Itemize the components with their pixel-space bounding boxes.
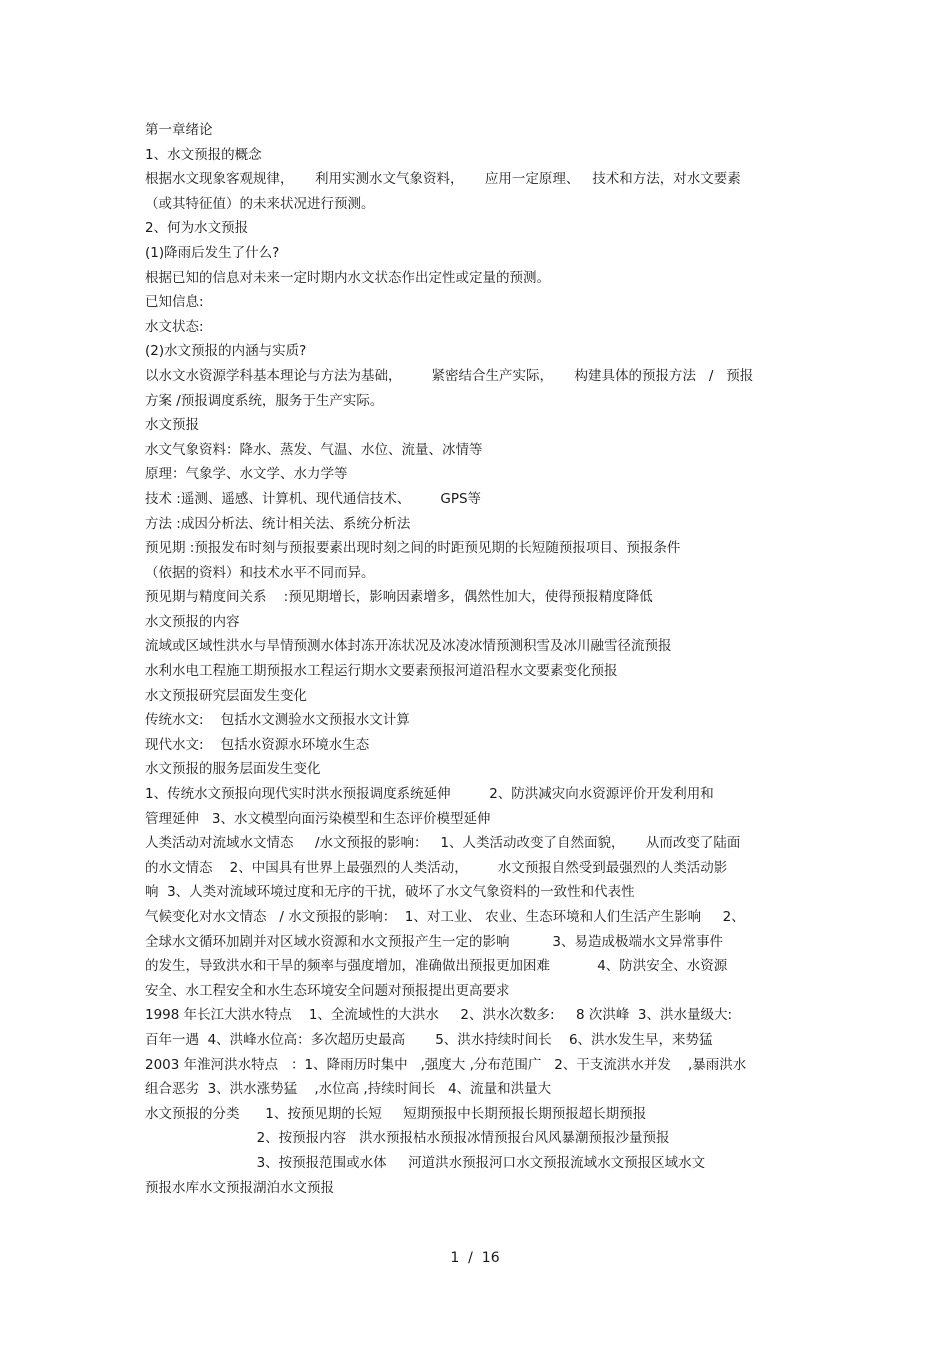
text-line: 3、按预报范围或水体 河道洪水预报河口水文预报流域水文预报区域水文 [145, 1154, 706, 1171]
text-line: 流域或区域性洪水与旱情预测水体封冻开冻状况及冰凌冰情预测积雪及冰川融雪径流预报 [145, 638, 672, 655]
text-line: 水文预报的服务层面发生变化 [145, 761, 321, 778]
text-line: 预报水库水文预报湖泊水文预报 [145, 1179, 334, 1196]
document-body [145, 118, 810, 1200]
text-line: 的水文情态 2、中国具有世界上最强烈的人类活动， 水文预报自然受到最强烈的人类活动影 [145, 859, 728, 876]
text-line: 1、水文预报的概念 [145, 146, 262, 163]
text-line: 原理：气象学、水文学、水力学等 [145, 466, 348, 483]
text-line: 2003 年淮河洪水特点 ：1、降雨历时集中 ,强度大 ,分布范围广 2、干支流洪水并发 ,暴雨洪水 [145, 1056, 747, 1073]
text-line: 以水文水资源学科基本理论与方法为基础， 紧密结合生产实际， 构建具体的预报方法 / 预报 [145, 367, 754, 384]
text-line: 管理延伸 3、水文模型向面污染模型和生态评价模型延伸 [145, 810, 491, 827]
text-line: 水利水电工程施工期预报水工程运行期水文要素预报河道沿程水文要素变化预报 [145, 663, 618, 680]
text-line: 根据已知的信息对未来一定时期内水文状态作出定性或定量的预测。 [145, 269, 550, 286]
text-line: （或其特征值）的未来状况进行预测。 [145, 195, 375, 212]
text-line: 安全、水工程安全和水生态环境安全问题对预报提出更高要求 [145, 982, 510, 999]
text-line: 水文预报 [145, 417, 199, 434]
text-line: 1、传统水文预报向现代实时洪水预报调度系统延伸 2、防洪减灾向水资源评价开发利用和 [145, 786, 714, 803]
page-number: 1 / 16 [450, 1250, 500, 1266]
text-line: 2、何为水文预报 [145, 220, 249, 237]
text-line: 第一章绪论 [145, 122, 213, 138]
text-line: (1)降雨后发生了什么? [145, 244, 280, 261]
text-line: 水文预报的内容 [145, 613, 240, 630]
text-line: 响 3、人类对流域环境过度和无序的干扰，破坏了水文气象资料的一致性和代表性 [145, 884, 635, 901]
text-line: 水文状态: [145, 318, 204, 335]
text-line: 现代水文: 包括水资源水环境水生态 [145, 736, 370, 753]
text-line: 2、按预报内容 洪水预报枯水预报冰情预报台风风暴潮预报沙量预报 [145, 1130, 670, 1147]
text-line: 人类活动对流域水文情态 /水文预报的影响： 1、人类活动改变了自然面貌， 从而改变了陆面 [145, 835, 741, 852]
text-line: 气候变化对水文情态 / 水文预报的影响： 1、对工业、 农业、生态环境和人们生活产生影响 2、 [145, 909, 745, 925]
text-line: 百年一遇 4、洪峰水位高：多次超历史最高 5、洪水持续时间长 6、洪水发生早，来势猛 [145, 1031, 713, 1048]
text-line: 传统水文: 包括水文测验水文预报水文计算 [145, 712, 410, 729]
text-line: 技术 :遥测、遥感、计算机、现代通信技术、 GPS等 [145, 490, 482, 507]
text-line: 预见期与精度间关系 :预见期增长，影响因素增多，偶然性加大，使得预报精度降低 [145, 589, 653, 606]
text-line: 组合恶劣 3、洪水涨势猛 ,水位高 ,持续时间长 4、流量和洪量大 [145, 1081, 552, 1098]
text-line: （依据的资料）和技术水平不同而异。 [145, 564, 375, 581]
text-line: 水文气象资料：降水、蒸发、气温、水位、流量、冰情等 [145, 441, 483, 458]
text-line: 的发生，导致洪水和干旱的频率与强度增加，准确做出预报更加困难 4、防洪安全、水资源 [145, 958, 728, 975]
text-line: (2)水文预报的内涵与实质? [145, 343, 307, 360]
text-line: 方法 :成因分析法、统计相关法、系统分析法 [145, 515, 411, 532]
text-line: 水文预报研究层面发生变化 [145, 687, 307, 704]
text-line: 根据水文现象客观规律， 利用实测水文气象资料， 应用一定原理、 技术和方法，对水文要素 [145, 171, 741, 188]
text-line: 1998 年长江大洪水特点 1、全流域性的大洪水 2、洪水次数多: 8 次洪峰 3、洪水量级大: [145, 1007, 733, 1024]
text-line: 水文预报的分类 1、按预见期的长短 短期预报中长期预报长期预报超长期预报 [145, 1105, 647, 1122]
text-line: 方案 /预报调度系统，服务于生产实际。 [145, 392, 384, 409]
text-line: 全球水文循环加剧并对区域水资源和水文预报产生一定的影响 3、易造成极端水文异常事件 [145, 933, 724, 950]
text-line: 预见期 :预报发布时刻与预报要素出现时刻之间的时距预见期的长短随预报项目、预报条件 [145, 540, 681, 557]
text-line: 已知信息: [145, 294, 204, 311]
